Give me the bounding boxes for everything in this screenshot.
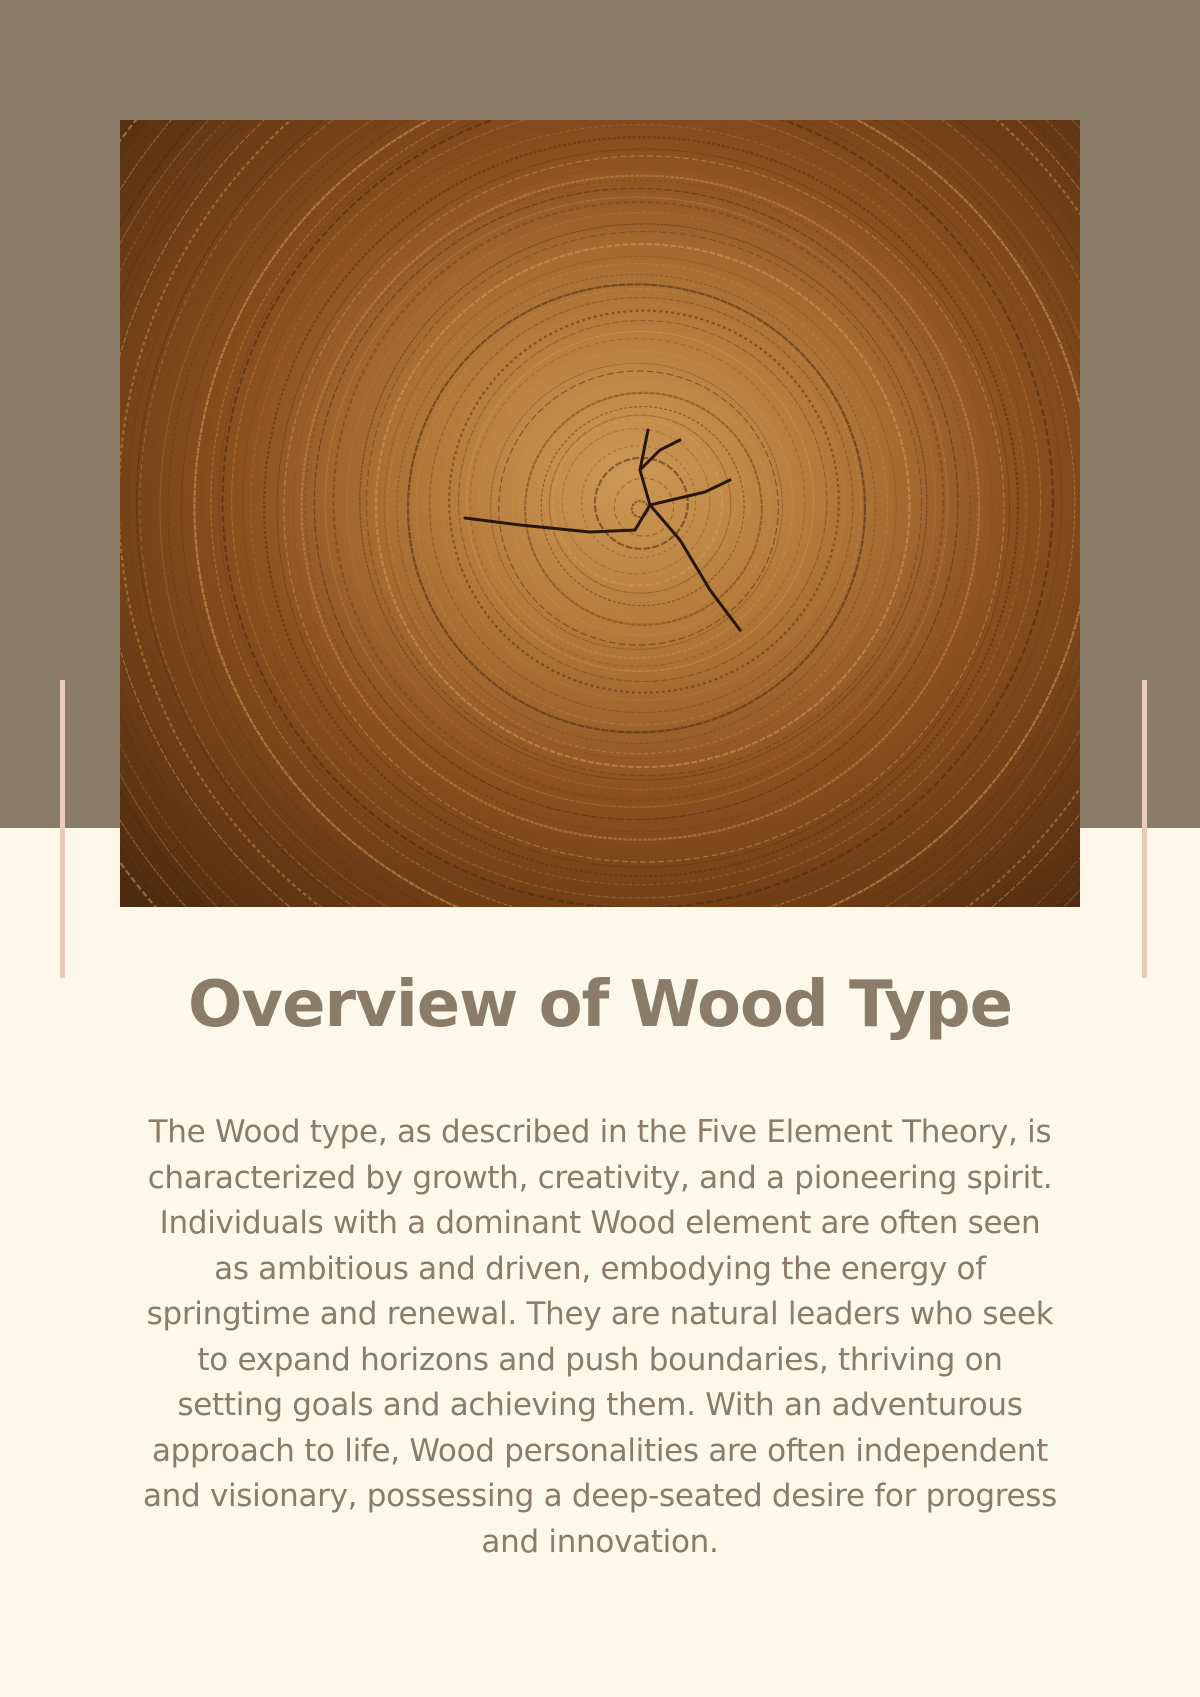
tree-rings-photo — [120, 120, 1080, 907]
left-accent-line — [60, 680, 65, 978]
page-title: Overview of Wood Type — [188, 968, 1012, 1042]
tree-rings-illustration — [120, 120, 1080, 907]
body-paragraph: The Wood type, as described in the Five Element Theory, is characterized by growth, creativity, and a pioneering spirit. Individuals with a dominant Wood element are often seen as ambitious and driven, embodying the energy of springtime and renewal. They are natural leaders who seek to expand horizons and push boundaries, thriving on setting goals and achieving them. With an adventurous approach to life, Wood personalities are often independent and visionary, possessing a deep-seated desire for progress and innovation. — [142, 1114, 1058, 1560]
right-accent-line — [1142, 680, 1147, 978]
